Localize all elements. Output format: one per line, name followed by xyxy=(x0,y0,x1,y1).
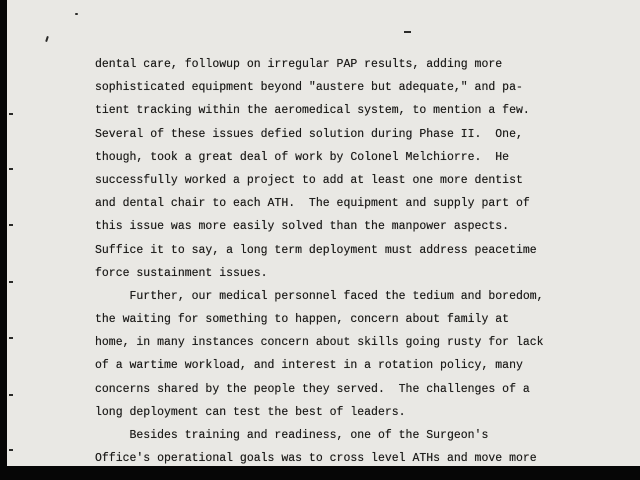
scan-artifact xyxy=(9,337,13,339)
document-line: of a wartime workload, and interest in a rotation policy, many xyxy=(95,359,523,373)
document-line: successfully worked a project to add at least one more dentist xyxy=(95,173,523,187)
document-line: the waiting for something to happen, concern about family at xyxy=(95,313,510,327)
scan-artifact xyxy=(9,224,13,226)
document-line: Several of these issues defied solution during Phase II. One, xyxy=(95,127,523,141)
document-line: Office's operational goals was to cross level ATHs and move more xyxy=(95,452,537,466)
document-line: Besides training and readiness, one of the Surgeon's xyxy=(95,429,489,442)
scan-artifact xyxy=(9,281,13,283)
document-line: long deployment can test the best of leaders. xyxy=(95,405,406,419)
scan-artifact xyxy=(9,394,13,396)
document-text xyxy=(95,53,544,470)
scan-artifact xyxy=(9,168,13,170)
document-line: force sustainment issues. xyxy=(95,266,268,280)
scan-edge-left xyxy=(0,0,7,480)
scan-artifact xyxy=(9,113,13,115)
document-line: tient tracking within the aeromedical system, to mention a few. xyxy=(95,104,530,118)
scan-edge-bottom xyxy=(0,466,640,480)
scan-artifact xyxy=(9,449,13,451)
scan-artifact xyxy=(45,36,49,42)
document-line: this issue was more easily solved than the manpower aspects. xyxy=(95,220,510,234)
document-line: concerns shared by the people they served. The challenges of a xyxy=(95,382,530,396)
document-line: home, in many instances concern about skills going rusty for lack xyxy=(95,336,544,350)
document-line: dental care, followup on irregular PAP results, adding more xyxy=(95,58,503,71)
document-line: Further, our medical personnel faced the tedium and boredom, xyxy=(95,289,544,303)
document-line: though, took a great deal of work by Colonel Melchiorre. He xyxy=(95,150,510,164)
scan-artifact xyxy=(404,31,411,33)
document-line: and dental chair to each ATH. The equipment and supply part of xyxy=(95,197,530,211)
scan-artifact xyxy=(75,13,78,15)
document-line: Suffice it to say, a long term deployment must address peacetime xyxy=(95,243,537,257)
document-line: sophisticated equipment beyond "austere but adequate," and pa- xyxy=(95,81,523,95)
